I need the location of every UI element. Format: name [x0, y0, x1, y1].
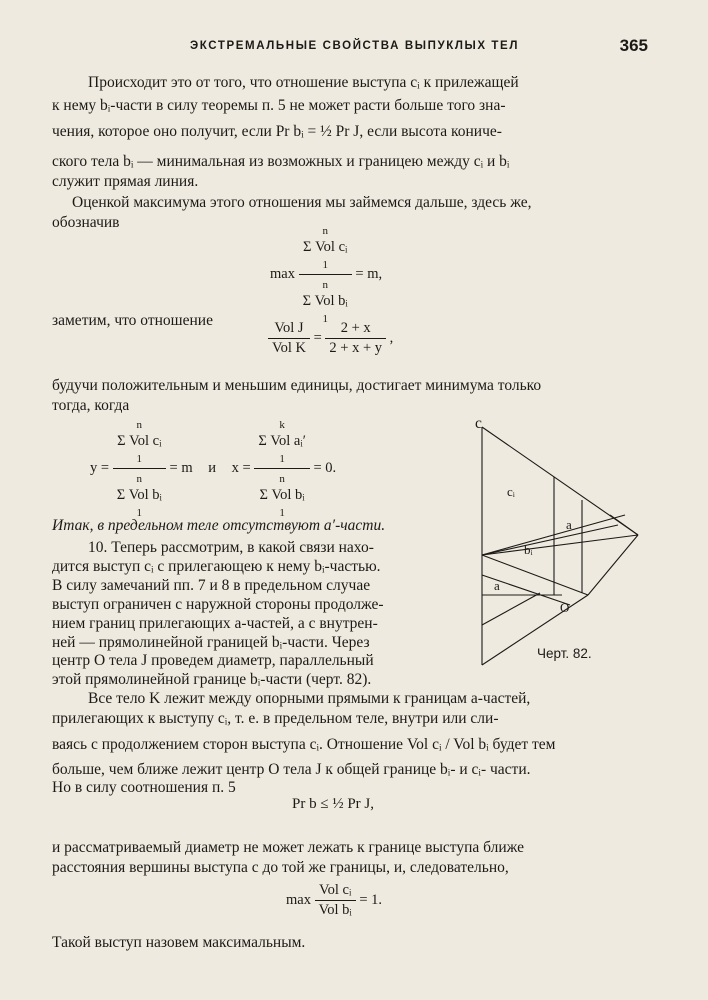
text-line-14: В силу замечаний пп. 7 и 8 в предельном случае — [52, 577, 371, 594]
text-line-13: дится выступ cᵢ с прилегающею к нему bᵢ-частью. — [52, 558, 381, 575]
page-number: 365 — [619, 36, 648, 55]
formula-max-label: max — [286, 891, 311, 908]
text-line-5: служит прямая линия. — [52, 173, 199, 190]
fraction-numerator: Vol J — [268, 320, 310, 339]
figure-label-a1: a — [566, 517, 572, 532]
page-header — [60, 36, 648, 58]
text-line-10: тогда, когда — [52, 397, 130, 414]
sum-lower-limit: 1 — [322, 259, 328, 271]
sum-upper-limit: n — [322, 279, 328, 291]
fraction-numerator: Vol cᵢ — [315, 882, 356, 901]
sum-upper-limit: n — [136, 419, 143, 431]
text-line-11: Итак, в предельном теле отсутствуют a′-части. — [52, 517, 386, 534]
text-line-24: Но в силу соотношения п. 5 — [52, 779, 236, 796]
fraction-numerator: Σ Vol cᵢ — [117, 433, 162, 449]
formula-conjunction: и — [208, 459, 216, 476]
text-line-27: Такой выступ назовем максимальным. — [52, 934, 306, 951]
formula-suffix: = m, — [355, 265, 383, 282]
formula-fraction-left — [268, 320, 310, 357]
fraction-denominator: 2 + x + y — [329, 340, 383, 356]
figure-82-diagram — [470, 415, 648, 675]
fraction-denominator: Σ Vol bᵢ — [116, 487, 162, 503]
sum-lower-limit: 1 — [322, 313, 328, 325]
text-line-23: больше, чем ближе лежит центр O тела J к общей границе bᵢ- и cᵢ- части. — [52, 761, 531, 778]
formula-fraction-x — [254, 416, 310, 521]
formula-suffix: , — [389, 329, 394, 346]
text-line-22: ваясь с продолжением сторон выступа cᵢ. Отношение Vol cᵢ / Vol bᵢ будет тем — [52, 736, 556, 753]
formula-fraction — [299, 222, 352, 327]
figure-label-a2: a — [494, 578, 500, 593]
fraction-numerator: Σ Vol cᵢ — [303, 239, 348, 255]
formula-y-label: y = — [90, 459, 110, 476]
text-line-4: ского тела bᵢ — минимальная из возможных и границею между cᵢ и bᵢ — [52, 153, 510, 170]
text-line-20: Все тело K лежит между опорными прямыми к границам a-частей, — [88, 690, 531, 707]
text-line-12: 10. Теперь рассмотрим, в какой связи нахо- — [88, 539, 374, 556]
figure-caption: Черт. 82. — [537, 646, 592, 661]
text-line-9: будучи положительным и меньшим единицы, достигает минимума только — [52, 377, 542, 394]
formula-max-ratio — [270, 222, 382, 327]
sum-lower-limit: 1 — [279, 453, 285, 465]
formula-volume-ratio — [268, 320, 393, 357]
fraction-denominator: Σ Vol bᵢ — [302, 293, 348, 309]
formula-fraction — [315, 882, 356, 919]
formula-equals-m: = m — [169, 459, 193, 476]
formula-fraction-y — [113, 416, 166, 521]
sum-upper-limit: k — [279, 419, 285, 431]
text-line-3: чения, которое оно получит, если Pr bᵢ = ½ Pr J, если высота кониче- — [52, 123, 502, 140]
sum-lower-limit: 1 — [136, 507, 143, 519]
formula-max-equals-one — [286, 882, 382, 919]
sum-lower-limit: 1 — [136, 453, 143, 465]
sum-upper-limit: n — [136, 473, 143, 485]
fraction-numerator: Σ Vol aᵢ′ — [258, 433, 306, 449]
sum-upper-limit: n — [279, 473, 285, 485]
text-line-16: нием границ прилегающих a-частей, а с внутрен- — [52, 615, 378, 632]
text-line-15: выступ ограничен с наружной стороны продолже- — [52, 596, 384, 613]
text-line-21: прилегающих к выступу cᵢ, т. е. в предельном теле, внутри или сли- — [52, 710, 499, 727]
figure-label-o: O — [560, 600, 570, 615]
text-line-18: центр O тела J проведем диаметр, параллельный — [52, 652, 374, 669]
figure-label-bi: bᵢ — [524, 542, 533, 557]
text-line-26: расстояния вершины выступа c до той же границы, и, следовательно, — [52, 859, 509, 876]
figure-label-c: c — [475, 415, 482, 432]
text-line-1: Происходит это от того, что отношение выступа cᵢ к прилежащей — [88, 74, 519, 91]
text-line-25: и рассматриваемый диаметр не может лежать к границе выступа ближе — [52, 839, 525, 856]
fraction-denominator: Σ Vol bᵢ — [259, 487, 305, 503]
text-line-6: Оценкой максимума этого отношения мы займемся дальше, здесь же, — [72, 194, 532, 211]
formula-pr-inequality: Pr b ≤ ½ Pr J, — [292, 796, 374, 812]
fraction-numerator: 2 + x — [325, 320, 386, 339]
equals-sign: = — [313, 329, 322, 346]
formula-fraction-right — [325, 320, 386, 357]
fraction-denominator: Vol K — [272, 340, 306, 356]
fraction-denominator: Vol bᵢ — [318, 902, 352, 918]
formula-suffix: = 1. — [359, 891, 383, 908]
formula-max-label: max — [270, 265, 295, 282]
running-head: ЭКСТРЕМАЛЬНЫЕ СВОЙСТВА ВЫПУКЛЫХ ТЕЛ — [190, 40, 519, 52]
sum-lower-limit: 1 — [279, 507, 285, 519]
text-line-7: обозначив — [52, 214, 120, 231]
formula-x-label: x = — [231, 459, 251, 476]
formula-equals-zero: = 0. — [313, 459, 337, 476]
text-line-19: этой прямолинейной границе bᵢ-части (черт. 82). — [52, 671, 372, 688]
text-line-17: ней — прямолинейной границей bᵢ-части. Через — [52, 634, 370, 651]
text-line-2: к нему bᵢ-части в силу теоремы п. 5 не может расти больше того зна- — [52, 97, 506, 114]
text-line-8: заметим, что отношение — [52, 312, 213, 329]
sum-upper-limit: n — [322, 225, 328, 237]
figure-label-ci: cᵢ — [507, 484, 515, 499]
formula-y-x-conditions — [90, 416, 336, 521]
